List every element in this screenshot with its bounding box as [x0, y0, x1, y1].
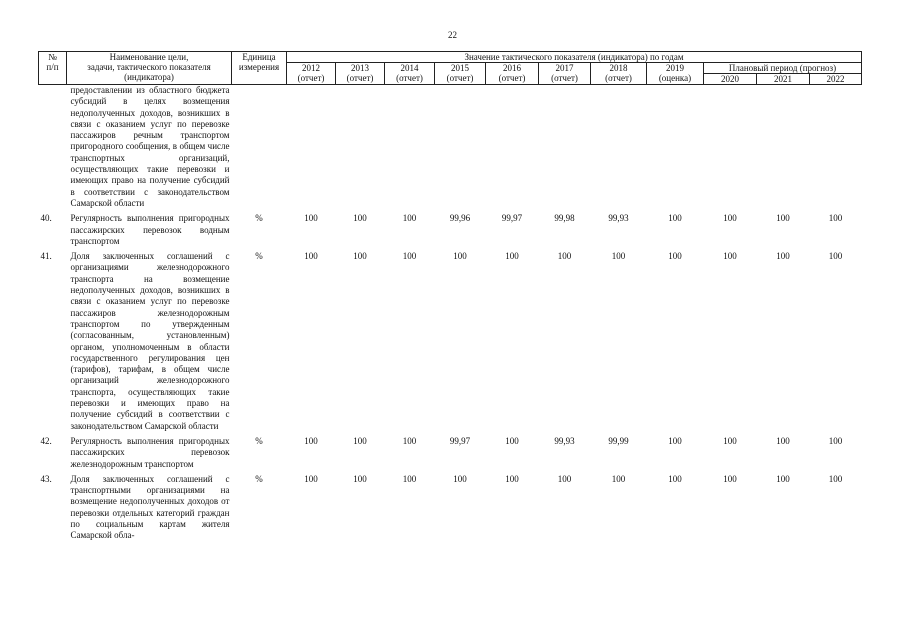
value-cell: 100 — [723, 213, 737, 224]
value-cell: 100 — [668, 251, 682, 262]
header-year — [287, 63, 336, 85]
header-year-note: (отчет) — [396, 73, 423, 83]
header-plan-group: Плановый период (прогноз) — [704, 63, 862, 74]
value-cell — [810, 85, 862, 214]
header-year-label: 2019 — [666, 63, 684, 73]
header-year — [435, 63, 486, 85]
value-cell: 100 — [402, 473, 417, 484]
value-cell: 100 — [453, 251, 467, 262]
value-cell: 100 — [557, 251, 572, 262]
value-cell: 100 — [304, 473, 318, 484]
unit-cell: % — [255, 213, 263, 224]
indicator-name: Доля заключенных соглашений с транспортными организациями на возмещение недополученных доходов от перевозки отдельных категорий граждан по социальным картам жителя Самарской обла- — [70, 473, 230, 541]
header-year — [647, 63, 704, 85]
header-plan-year: 2022 — [810, 74, 862, 85]
value-cell: 100 — [828, 251, 843, 262]
value-cell: 99,96 — [449, 213, 471, 224]
value-cell: 100 — [505, 435, 519, 446]
row-number: 43. — [40, 473, 52, 484]
value-cell: 99,98 — [554, 213, 575, 224]
header-year — [385, 63, 435, 85]
value-cell: 100 — [668, 435, 682, 446]
unit-cell: % — [255, 435, 263, 446]
value-cell: 100 — [402, 213, 417, 224]
header-name: Наименование цели, задачи, тактического показателя (индикатора) — [67, 52, 232, 85]
table-row — [39, 85, 862, 214]
header-year-label: 2016 — [503, 63, 521, 73]
header-year-label: 2015 — [451, 63, 469, 73]
value-cell: 99,93 — [608, 213, 629, 224]
value-cell: 100 — [353, 213, 367, 224]
value-cell: 100 — [776, 435, 790, 446]
value-cell: 100 — [828, 435, 843, 446]
value-cell: 100 — [611, 251, 626, 262]
row-number: 40. — [40, 213, 52, 224]
value-cell — [757, 85, 810, 214]
indicator-name: Доля заключенных соглашений с организациями железнодорожного транспорта на возмещение недополученных доходов, возникших в связи с оказанием услуг по перевозке пассажиров железнодорожным транспортом по утвержденным (согласованным, установленным) органом, уполномоченным в области государственного регулирования цен (тарифов), тарифам, в общем числе организаций железнодорожного транспорта, осуществляющих такие перевозки и имеющих право на получение субсидий в соответствии с законодательством Самарской области — [70, 251, 230, 431]
page-number: 22 — [448, 30, 457, 40]
value-cell: 100 — [353, 473, 367, 484]
value-cell — [287, 85, 336, 214]
header-plan-year: 2021 — [757, 74, 810, 85]
header-year — [336, 63, 385, 85]
value-cell — [385, 85, 435, 214]
row-number — [39, 85, 67, 214]
value-cell: 100 — [723, 473, 737, 484]
header-unit: Единица измерения — [232, 52, 287, 85]
value-cell — [435, 85, 486, 214]
indicators-table — [38, 51, 862, 546]
row-number: 41. — [40, 251, 52, 262]
value-cell: 100 — [304, 213, 318, 224]
value-cell: 100 — [611, 473, 626, 484]
value-cell: 100 — [776, 473, 790, 484]
header-year-label: 2014 — [400, 63, 419, 73]
value-cell — [591, 85, 647, 214]
header-year-note: (отчет) — [346, 73, 374, 83]
header-year-note: (отчет) — [605, 73, 632, 83]
value-cell — [486, 85, 539, 214]
value-cell: 100 — [353, 435, 367, 446]
table-body — [39, 85, 862, 546]
value-cell: 100 — [776, 251, 790, 262]
value-cell: 100 — [353, 251, 367, 262]
header-num: № п/п — [39, 52, 67, 85]
row-number: 42. — [40, 435, 52, 446]
table-row — [39, 251, 862, 436]
value-cell: 99,97 — [449, 435, 471, 446]
header-year-note: (отчет) — [551, 73, 578, 83]
header-year-label: 2013 — [351, 63, 369, 73]
value-cell: 100 — [723, 251, 737, 262]
table-row — [39, 436, 862, 474]
header-year-note: (отчет) — [297, 73, 325, 83]
value-cell: 100 — [304, 435, 318, 446]
header-year — [591, 63, 647, 85]
unit-cell — [232, 85, 287, 214]
value-cell: 100 — [828, 473, 843, 484]
value-cell: 100 — [776, 213, 790, 224]
value-cell: 100 — [505, 251, 519, 262]
value-cell — [704, 85, 757, 214]
header-values-group: Значение тактического показателя (индикатора) по годам — [287, 52, 862, 63]
value-cell: 100 — [505, 473, 519, 484]
header-year-label: 2017 — [555, 63, 574, 73]
header-year — [486, 63, 539, 85]
header-year-note: (оценка) — [658, 73, 692, 83]
value-cell: 100 — [557, 473, 572, 484]
table-header — [39, 52, 862, 85]
value-cell: 100 — [723, 435, 737, 446]
value-cell: 100 — [828, 213, 843, 224]
value-cell: 100 — [668, 213, 682, 224]
value-cell: 99,97 — [501, 213, 523, 224]
value-cell: 99,93 — [554, 435, 575, 446]
indicator-name: Регулярность выполнения пригородных пассажирских перевозок железнодорожным транспортом — [70, 435, 230, 469]
header-year — [539, 63, 591, 85]
indicator-name: Регулярность выполнения пригородных пассажирских перевозок водным транспортом — [70, 213, 230, 246]
table-row — [39, 213, 862, 251]
indicator-name: предоставлении из областного бюджета субсидий в целях возмещения недополученных доходов, возникших в связи с оказанием услуг по перевозке пассажиров речным транспортом пригородного сообщения, в общем числе транспортных организаций, осуществляющих такие перевозки и имеющих право на получение субсидий в соответствии с законодательством Самарской области — [70, 85, 230, 208]
header-year-note: (отчет) — [498, 73, 526, 83]
header-year-label: 2018 — [609, 63, 628, 73]
value-cell: 100 — [402, 251, 417, 262]
header-plan-year: 2020 — [704, 74, 757, 85]
unit-cell: % — [255, 473, 263, 484]
value-cell: 100 — [453, 473, 467, 484]
value-cell: 100 — [668, 473, 682, 484]
unit-cell: % — [255, 251, 263, 262]
value-cell: 99,99 — [608, 435, 629, 446]
header-year-label: 2012 — [302, 63, 320, 73]
value-cell: 100 — [304, 251, 318, 262]
table-row — [39, 474, 862, 546]
value-cell — [336, 85, 385, 214]
value-cell: 100 — [402, 435, 417, 446]
value-cell — [539, 85, 591, 214]
value-cell — [647, 85, 704, 214]
header-year-note: (отчет) — [446, 73, 474, 83]
